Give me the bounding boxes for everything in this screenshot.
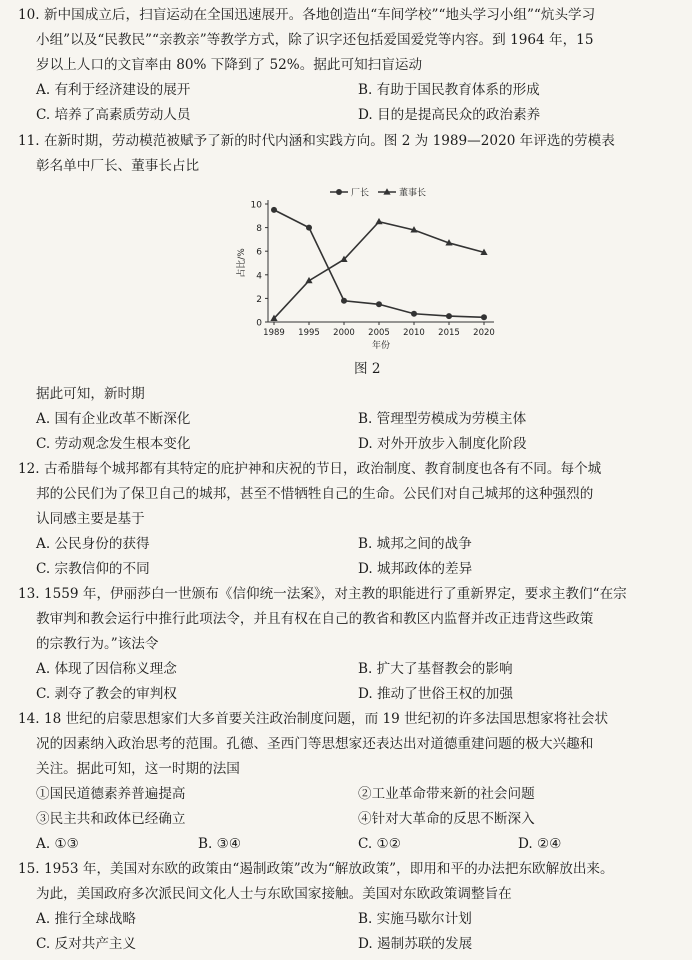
question-11 [18, 129, 678, 179]
option-row [18, 932, 678, 957]
data-point-1 [481, 314, 487, 320]
question-15 [18, 857, 678, 957]
question-text: 岁以上人口的文盲率由 80% 下降到了 52%。据此可知扫盲运动 [36, 57, 423, 73]
figure-caption: 图 2 [354, 361, 381, 377]
question-text: 11. 在新时期，劳动模范被赋予了新的时代内涵和实践方向。图 2 为 1989—2020 年评选的劳模表 [18, 133, 615, 149]
x-tick-label: 2005 [368, 328, 390, 338]
option-d: D. 对外开放步入制度化阶段 [358, 436, 527, 452]
option-c: C. 宗教信仰的不同 [36, 561, 150, 577]
option-row [18, 407, 678, 432]
series-line-1 [274, 210, 484, 317]
line-chart [228, 180, 508, 355]
legend-marker [336, 189, 342, 195]
option-a: A. ①③ [36, 836, 79, 852]
option-a: A. 国有企业改革不断深化 [36, 411, 191, 427]
x-tick-label: 2015 [438, 328, 460, 338]
option-c: C. ①② [358, 836, 401, 852]
question-text: 邦的公民们为了保卫自己的城邦，甚至不惜牺牲自己的生命。公民们对自己城邦的这种强烈的 [36, 486, 594, 502]
data-point-2 [375, 218, 382, 224]
option-a: A. 推行全球战略 [36, 911, 137, 927]
option-d: D. 城邦政体的差异 [358, 561, 473, 577]
statement-3: ③民主共和政体已经确立 [36, 811, 186, 827]
question-12 [18, 457, 678, 582]
option-c: C. 培养了高素质劳动人员 [36, 107, 191, 123]
statement-1: ①国民道德素养普遍提高 [36, 786, 186, 802]
question-14 [18, 707, 678, 857]
question-text: 10. 新中国成立后，扫盲运动在全国迅速展开。各地创造出“车间学校”“地头学习小组”“炕头学习 [18, 7, 596, 23]
data-point-1 [376, 301, 382, 307]
x-tick-label: 2000 [333, 328, 355, 338]
question-text: 关注。据此可知，这一时期的法国 [36, 761, 240, 777]
option-b: B. 有助于国民教育体系的形成 [358, 82, 540, 98]
option-row [18, 78, 678, 103]
data-point-1 [446, 313, 452, 319]
option-row [18, 907, 678, 932]
figure-2-chart [228, 180, 508, 355]
y-tick-label: 0 [256, 318, 262, 329]
question-text: 15. 1953 年，美国对东欧的政策由“遏制政策”改为“解放政策”，即用和平的办法把东欧解放出来。 [18, 861, 614, 877]
option-c: C. 反对共产主义 [36, 936, 137, 952]
x-tick-label: 1995 [298, 328, 320, 338]
question-text: 教审判和教会运行中推行此项法令，并且有权在自己的教省和教区内监督并改正违背这些政策 [36, 611, 594, 627]
option-b: B. 城邦之间的战争 [358, 536, 472, 552]
question-stem: 据此可知，新时期 [36, 386, 145, 402]
statement-row [18, 782, 678, 807]
option-b: B. 扩大了基督教会的影响 [358, 661, 513, 677]
option-d: D. ②④ [518, 836, 562, 852]
option-row [18, 657, 678, 682]
option-a: A. 体现了因信称义理念 [36, 661, 177, 677]
option-d: D. 目的是提高民众的政治素养 [358, 107, 541, 123]
option-row [18, 103, 678, 128]
x-tick-label: 2020 [473, 328, 495, 338]
legend-label: 厂长 [351, 188, 370, 199]
question-13 [18, 582, 678, 707]
question-text: 为此，美国政府多次派民间文化人士与东欧国家接触。美国对东欧政策调整旨在 [36, 886, 512, 902]
question-text: 14. 18 世纪的启蒙思想家们大多首要关注政治制度问题，而 19 世纪初的许多法国思想家将社会状 [18, 711, 609, 727]
data-point-1 [341, 298, 347, 304]
data-point-1 [411, 311, 417, 317]
option-row [18, 432, 678, 457]
option-c: C. 剥夺了教会的审判权 [36, 686, 177, 702]
y-axis-label: 占比/% [237, 248, 247, 278]
option-a: A. 有利于经济建设的展开 [36, 82, 191, 98]
option-row [18, 832, 678, 857]
question-text: 况的因素纳入政治思考的范围。孔德、圣西门等思想家还表达出对道德重建问题的极大兴趣和 [36, 736, 594, 752]
question-text: 小组”以及“民教民”“亲教亲”等教学方式，除了识字还包括爱国爱党等内容。到 1964 年，15 [36, 32, 594, 48]
x-tick-label: 1989 [263, 328, 285, 338]
statement-4: ④针对大革命的反思不断深入 [358, 811, 535, 827]
statement-row [18, 807, 678, 832]
question-10 [18, 3, 678, 128]
question-11-options [18, 382, 678, 457]
question-text: 12. 古希腊每个城邦都有其特定的庇护神和庆祝的节日，政治制度、教育制度也各有不同。每个城 [18, 461, 602, 477]
y-tick-label: 2 [256, 294, 262, 305]
question-text: 13. 1559 年，伊丽莎白一世颁布《信仰统一法案》，对主教的职能进行了重新界定，要求主教们“在宗 [18, 586, 627, 602]
y-tick-label: 10 [250, 200, 262, 211]
question-text: 的宗教行为。”该法令 [36, 636, 159, 652]
option-a: A. 公民身份的获得 [36, 536, 150, 552]
y-tick-label: 8 [256, 224, 262, 235]
option-d: D. 推动了世俗王权的加强 [358, 686, 513, 702]
x-axis-label: 年份 [371, 341, 391, 351]
option-c: C. 劳动观念发生根本变化 [36, 436, 191, 452]
option-d: D. 遏制苏联的发展 [358, 936, 473, 952]
y-tick-label: 4 [256, 271, 262, 282]
option-b: B. 实施马歇尔计划 [358, 911, 472, 927]
option-b: B. 管理型劳模成为劳模主体 [358, 411, 527, 427]
legend-label: 董事长 [399, 188, 427, 199]
option-row [18, 532, 678, 557]
statement-2: ②工业革命带来新的社会问题 [358, 786, 535, 802]
data-point-1 [306, 225, 312, 231]
option-b: B. ③④ [198, 836, 242, 852]
x-tick-label: 2010 [403, 328, 425, 338]
option-row [18, 682, 678, 707]
question-text: 彰名单中厂长、董事长占比 [36, 158, 200, 174]
question-text: 认同感主要是基于 [36, 511, 145, 527]
option-row [18, 557, 678, 582]
data-point-1 [271, 207, 277, 213]
y-tick-label: 6 [256, 247, 262, 258]
